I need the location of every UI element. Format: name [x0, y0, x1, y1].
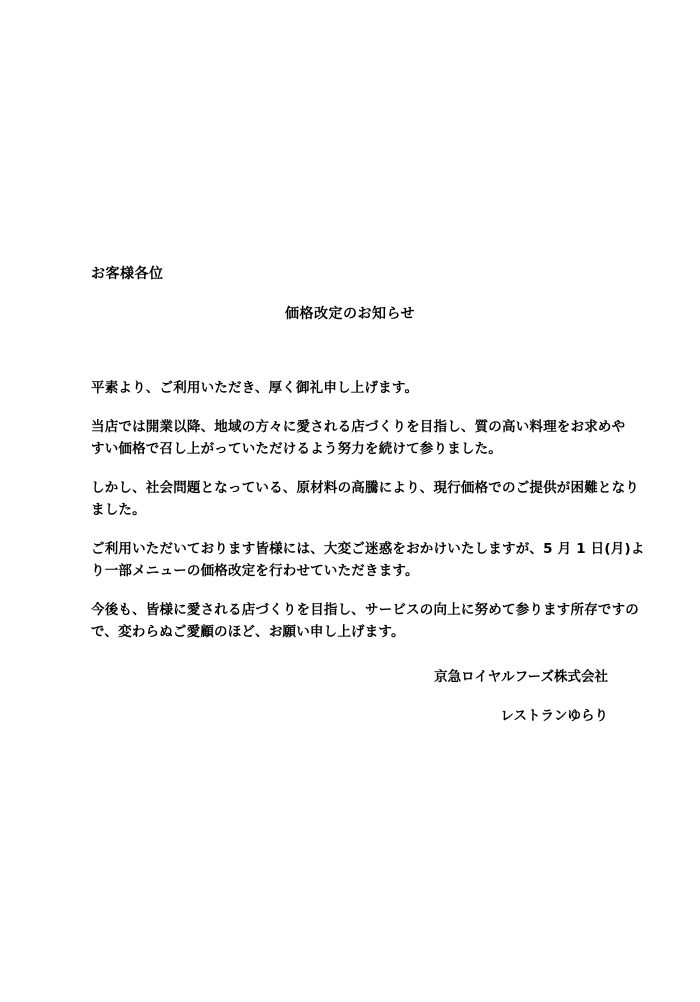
signature-restaurant: レストランゆらり — [500, 708, 608, 724]
paragraph-line: 今後も、皆様に愛される店づくりを目指し、サービスの向上に努めて参ります所存ですの — [91, 602, 639, 618]
paragraph-line: 当店では開業以降、地域の方々に愛される店づくりを目指し、質の高い料理をお求めや — [91, 419, 626, 435]
notice-title: 価格改定のお知らせ — [284, 306, 416, 322]
paragraph-line: ました。 — [91, 502, 146, 518]
paragraph-line: 平素より、ご利用いただき、厚く御礼申し上げます。 — [91, 380, 419, 396]
paragraph-line: り一部メニューの価格改定を行わせていただきます。 — [91, 563, 419, 579]
paragraph-history — [91, 416, 626, 460]
paragraph-closing — [91, 599, 639, 643]
signature-company: 京急ロイヤルフーズ株式会社 — [434, 669, 608, 685]
paragraph-greeting — [91, 377, 611, 399]
notice-body — [91, 377, 645, 660]
salutation: お客様各位 — [91, 266, 164, 282]
paragraph-line: で、変わらぬご愛顧のほど、お願い申し上げます。 — [91, 624, 405, 640]
paragraph-line: すい価格で召し上がっていただけるよう努力を続けて参りました。 — [91, 441, 502, 457]
paragraph-reason — [91, 477, 639, 521]
paragraph-line: ご利用いただいております皆様には、大変ご迷惑をおかけいたしますが、5 月 1 日(月)よ — [91, 541, 645, 557]
paragraph-line: しかし、社会問題となっている、原材料の高騰により、現行価格でのご提供が困難となり — [91, 480, 639, 496]
paragraph-announcement — [91, 538, 645, 582]
